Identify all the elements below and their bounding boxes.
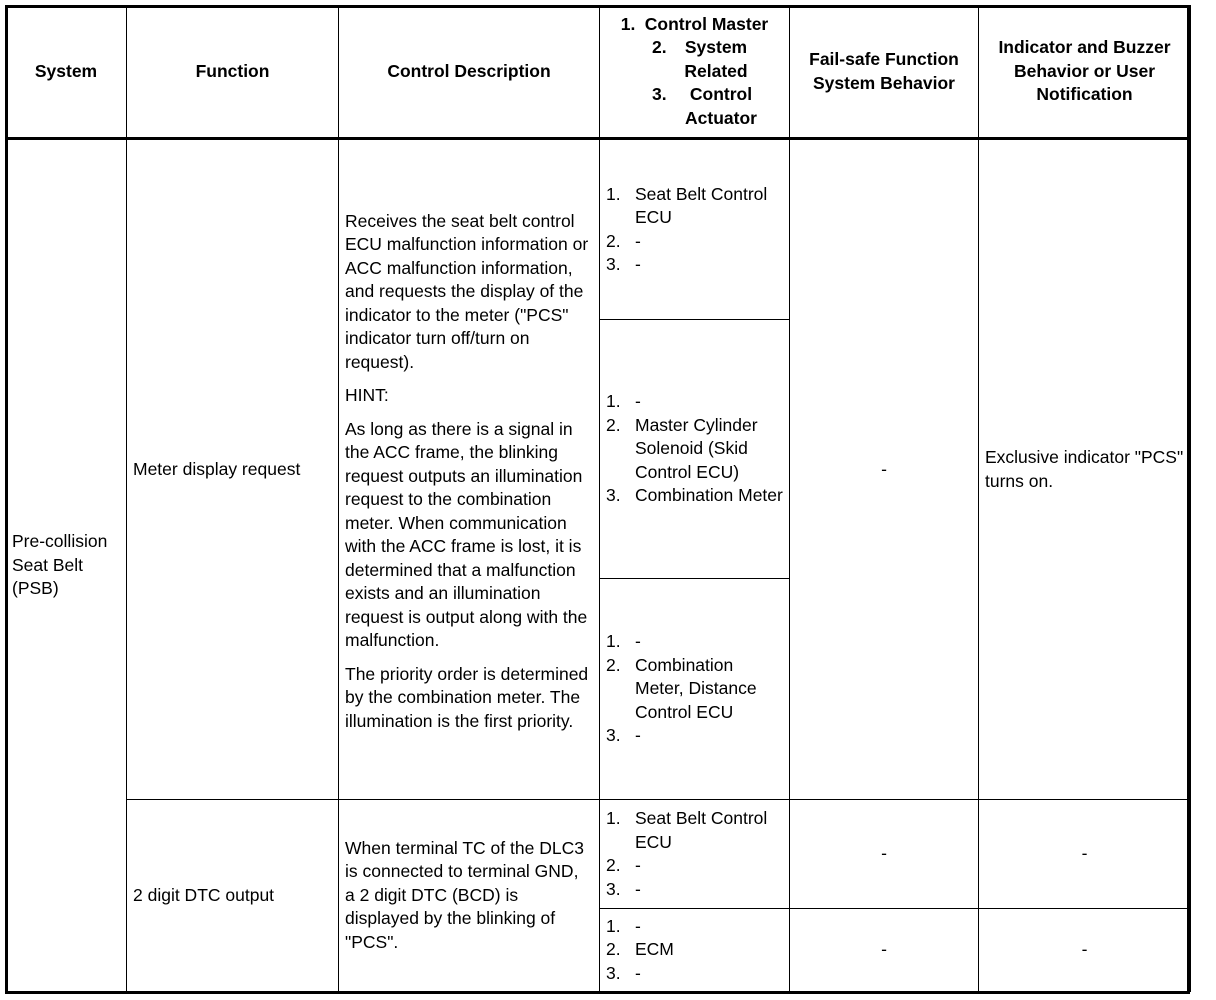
control-item: 2. Master Cylinder Solenoid (Skid Control ECU) bbox=[606, 414, 758, 482]
control-item: 2. Combination Meter, Distance Control ECU bbox=[606, 654, 757, 722]
indicator-cell: - bbox=[979, 800, 1191, 909]
description-paragraph: Receives the seat belt control ECU malfunction information or ACC malfunction information, and requests the display of the indicator to the meter ("PCS" indicator turn off/turn on request). bbox=[345, 210, 589, 372]
control-item: 3. - bbox=[606, 254, 641, 274]
control-item: 1. Seat Belt Control ECU bbox=[606, 808, 768, 852]
header-function: Function bbox=[127, 6, 339, 139]
header-control-item: 1. Control Master bbox=[620, 13, 769, 34]
control-item: 1. - bbox=[606, 391, 641, 412]
failsafe-cell: - bbox=[790, 139, 979, 800]
function-cell: Meter display request bbox=[127, 139, 339, 800]
control-item: 2. - bbox=[606, 230, 641, 251]
control-item: 3. - bbox=[606, 878, 641, 899]
header-control-item: 2. System Related bbox=[652, 37, 748, 81]
header-control-description: Control Description bbox=[339, 6, 600, 139]
failsafe-cell: - bbox=[790, 909, 979, 992]
indicator-cell: Exclusive indicator "PCS" turns on. bbox=[979, 139, 1191, 800]
header-system: System bbox=[6, 6, 127, 139]
control-item: 3. Combination Meter bbox=[606, 485, 783, 506]
control-item: 1. - bbox=[606, 631, 641, 652]
control-item: 2. ECM bbox=[606, 939, 674, 960]
system-cell: Pre-collision Seat Belt (PSB) bbox=[6, 139, 127, 992]
description-paragraph: The priority order is determined by the combination meter. The illumination is the first priority. bbox=[345, 663, 589, 731]
header-row bbox=[6, 6, 1191, 139]
function-cell: 2 digit DTC output bbox=[127, 800, 339, 992]
control-cell bbox=[600, 800, 790, 909]
table-row bbox=[6, 800, 1191, 909]
description-paragraph: As long as there is a signal in the ACC frame, the blinking request outputs an illumination request to the combination meter. When communication with the ACC frame is lost, it is determined that a malfunction exists and an illumination request is output along with the malfunction. bbox=[345, 418, 588, 651]
control-item: 3. - bbox=[606, 725, 641, 746]
header-control bbox=[600, 6, 790, 139]
specification-table bbox=[5, 5, 1191, 992]
control-item: 1. - bbox=[606, 915, 641, 936]
indicator-cell: - bbox=[979, 909, 1191, 992]
control-item: 3. - bbox=[606, 962, 641, 983]
control-cell bbox=[600, 139, 790, 320]
control-cell bbox=[600, 909, 790, 992]
control-cell bbox=[600, 579, 790, 800]
control-item: 2. - bbox=[606, 855, 641, 875]
header-failsafe: Fail-safe Function System Behavior bbox=[790, 6, 979, 139]
description-cell bbox=[339, 139, 600, 800]
description-hint: HINT: bbox=[345, 385, 389, 406]
description-cell: When terminal TC of the DLC3 is connected to terminal GND, a 2 digit DTC (BCD) is displayed by the blinking of "PCS". bbox=[339, 800, 600, 992]
control-item: 1. Seat Belt Control ECU bbox=[606, 183, 768, 227]
header-control-item: 3. Control Actuator bbox=[652, 84, 757, 128]
header-indicator: Indicator and Buzzer Behavior or User Notification bbox=[979, 6, 1191, 139]
control-cell bbox=[600, 320, 790, 579]
table-row bbox=[6, 139, 1191, 320]
failsafe-cell: - bbox=[790, 800, 979, 909]
